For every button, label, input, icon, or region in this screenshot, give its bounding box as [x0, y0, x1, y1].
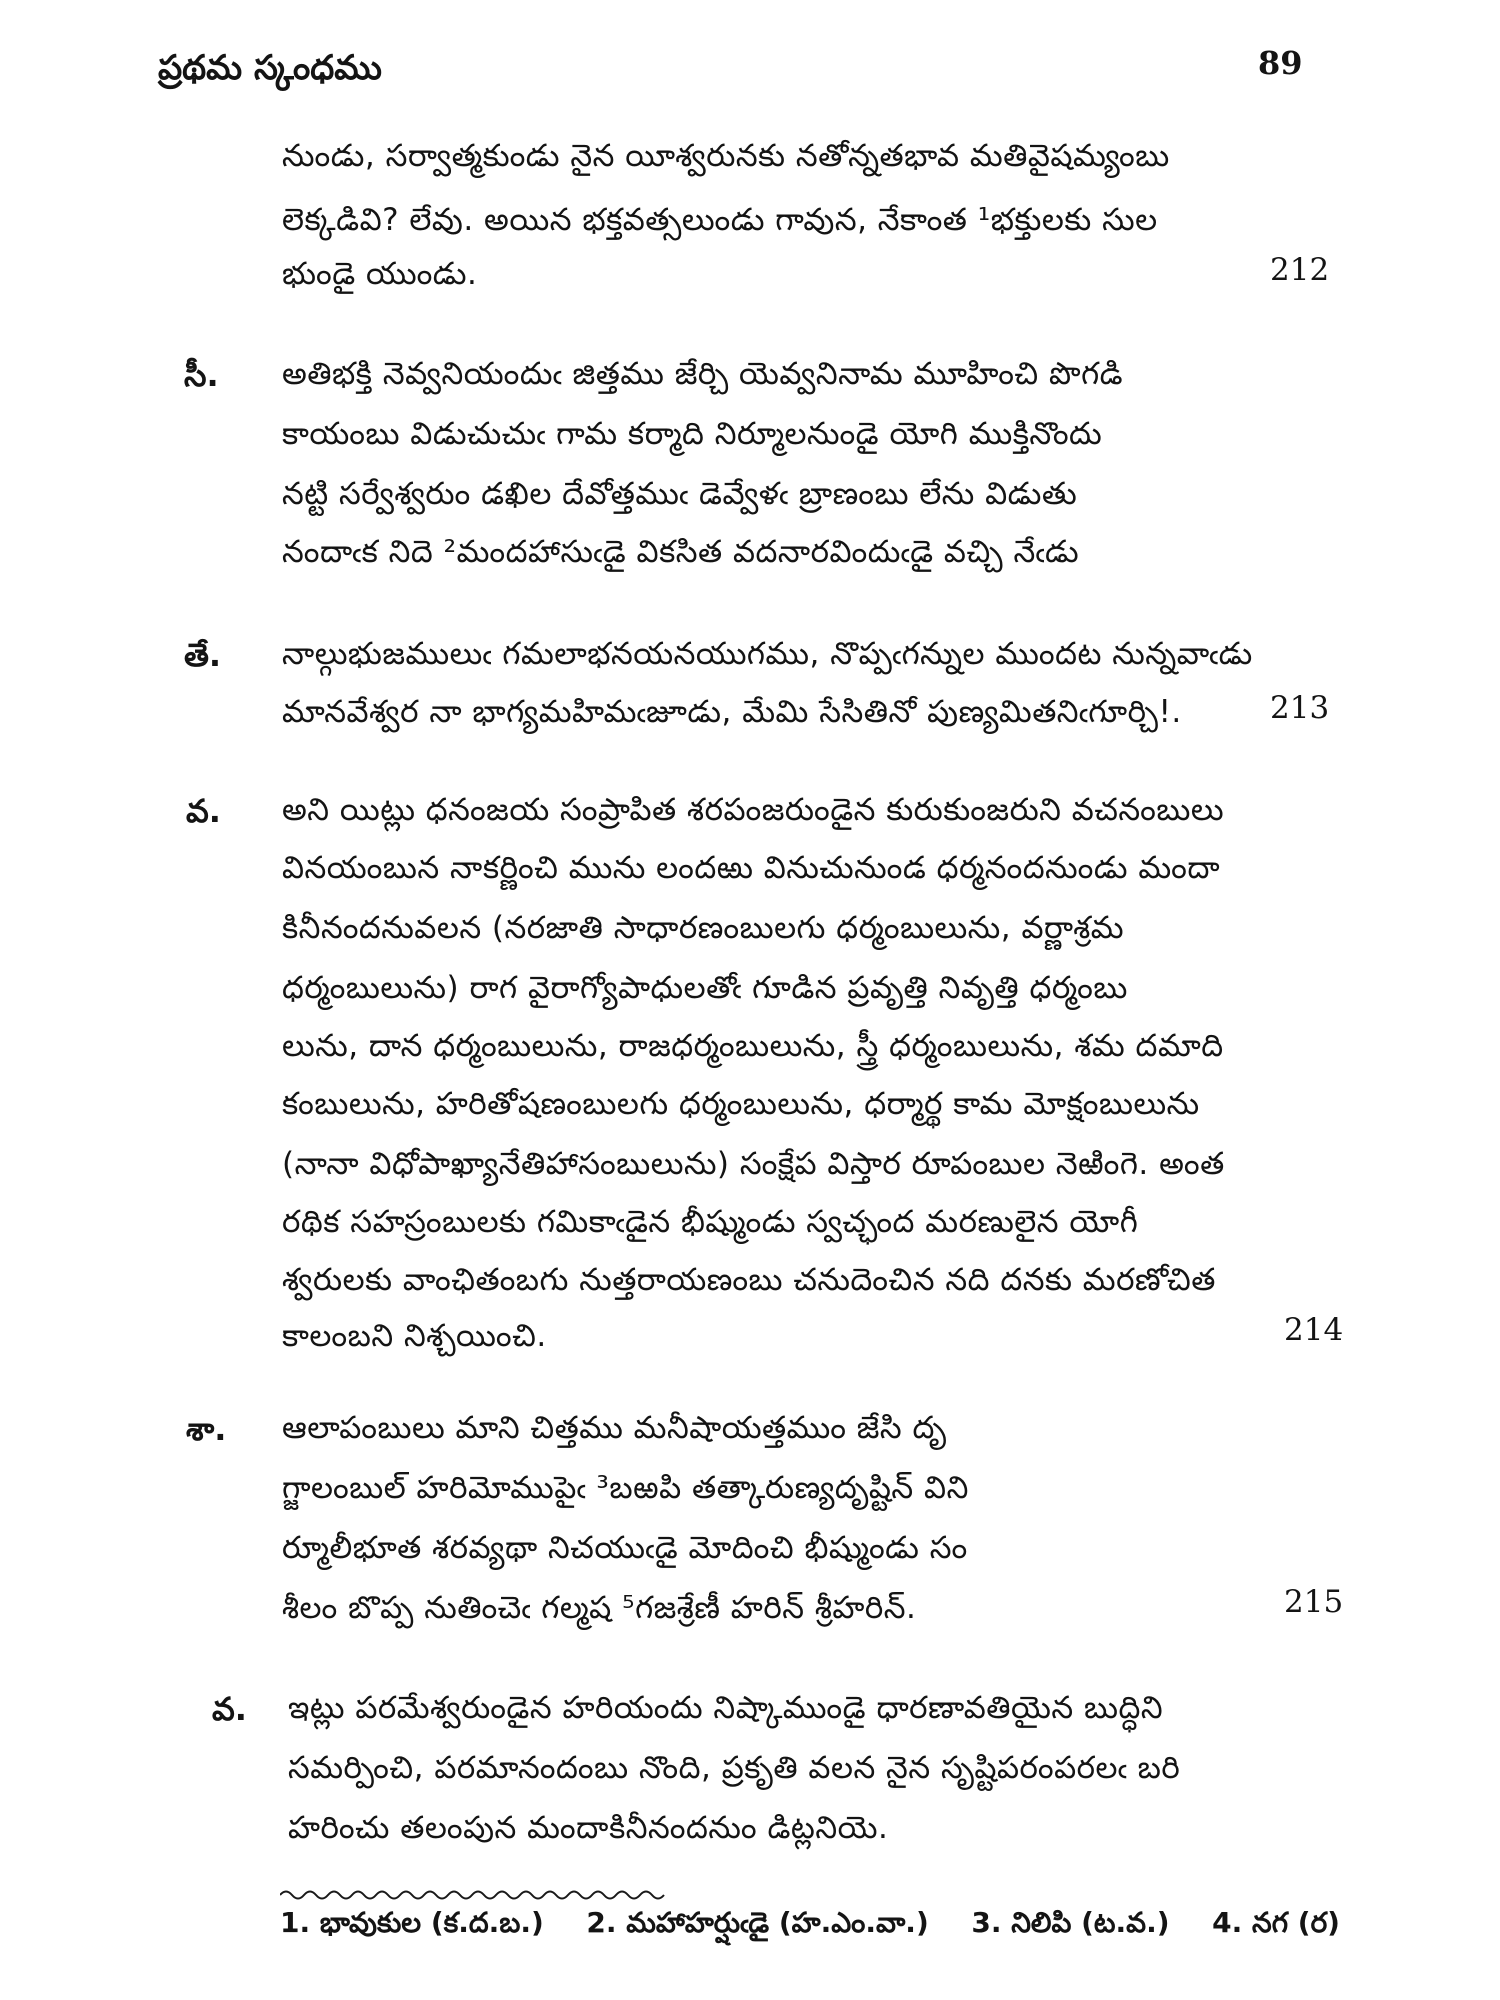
text-line: నాల్గుభుజములుఁ గమలాభనయనయుగము, నొప్పఁగన్నుల ముందట నున్నవాఁడు: [282, 636, 1253, 672]
text-line: అని యిట్లు ధనంజయ సంప్రాపిత శరపంజరుండైన కురుకుంజరుని వచనంబులు: [282, 792, 1225, 828]
text-line: అతిభక్తి నెవ్వనియందుఁ జిత్తము జేర్చి యెవ్వనినామ మూహించి పొగడి: [282, 356, 1124, 392]
running-header-title: ప్రథమ స్కంధము: [158, 48, 382, 88]
text-line: రథిక సహస్రంబులకు గమికాఁడైన భీష్ముండు స్వచ్ఛంద మరణులైన యోగీ: [282, 1204, 1139, 1240]
text-line: సమర్పించి, పరమానందంబు నొంది, ప్రకృతి వలన నైన సృష్టిపరంపరలఁ బరి: [288, 1750, 1181, 1786]
text-line: గ్జాలంబుల్ హరిమోముపైఁ ³బఱపి తత్కారుణ్యదృష్టిన్ విని: [282, 1470, 969, 1506]
text-line: నందాఁక నిదె ²మందహాసుఁడై వికసిత వదనారవిందుఁడై వచ్చి నేఁడు: [282, 534, 1080, 570]
verse-number: 213: [1270, 690, 1330, 726]
footnote: 4. నగ (ర): [1212, 1906, 1340, 1939]
text-line: శ్వరులకు వాంఛితంబగు నుత్తరాయణంబు చనుదెంచిన నది దనకు మరణోచిత: [282, 1262, 1216, 1298]
footnote: 3. నిలిపి (ట.వ.): [971, 1906, 1170, 1939]
text-line: (నానా విధోపాఖ్యానేతిహాసంబులును) సంక్షేప విస్తార రూపంబుల నెఱింగె. అంత: [282, 1146, 1225, 1182]
page-number: 89: [1258, 44, 1303, 82]
footnote: 2. మహాహర్షుఁడై (హ.ఎం.వా.): [586, 1906, 929, 1939]
text-line: నుండు, సర్వాత్మకుండు నైన యీశ్వరునకు నతోన్నతభావ మతివైషమ్యంబు: [282, 138, 1170, 174]
text-line: భుండై యుండు.: [282, 256, 478, 292]
text-line: మానవేశ్వర నా భాగ్యమహిమఁజూడు, మేమి సేసితినో పుణ్యమితనిఁగూర్చి!.: [282, 694, 1182, 730]
text-line: కినీనందనువలన (నరజాతి సాధారణంబులగు ధర్మంబులును, వర్ణాశ్రమ: [282, 910, 1125, 946]
verse-number: 214: [1284, 1312, 1344, 1348]
meter-label: వ.: [212, 1690, 247, 1728]
text-line: హరించు తలంపున మందాకినీనందనుం డిట్లనియె.: [288, 1810, 889, 1846]
text-line: ఆలాపంబులు మాని చిత్తము మనీషాయత్తముం జేసి దృ: [282, 1410, 947, 1446]
meter-label: తే.: [184, 636, 222, 674]
text-line: శీలం బొప్ప నుతించెఁ గల్మష ⁵గజశ్రేణీ హరిన్ శ్రీహరిన్.: [282, 1590, 917, 1626]
text-line: కంబులును, హరితోషణంబులగు ధర్మంబులును, ధర్మార్థ కామ మోక్షంబులును: [282, 1086, 1200, 1122]
footnotes: [280, 1906, 1340, 1946]
meter-label: వ.: [186, 792, 221, 830]
footnote: 1. భావుకుల (క.ద.బ.): [280, 1906, 544, 1939]
meter-label: సీ.: [184, 356, 219, 394]
text-line: నట్టి సర్వేశ్వరుం డఖిల దేవోత్తముఁ డెవ్వేళఁ బ్రాణంబు లేను విడుతు: [282, 476, 1078, 512]
footnote-separator: [280, 1888, 666, 1902]
text-line: ధర్మంబులును) రాగ వైరాగ్యోపాధులతోఁ గూడిన ప్రవృత్తి నివృత్తి ధర్మంబు: [282, 970, 1128, 1006]
verse-number: 215: [1284, 1584, 1344, 1620]
text-line: ర్మూలీభూత శరవ్యథా నిచయుఁడై మోదించి భీష్ముండు సం: [282, 1530, 968, 1566]
meter-label: శా.: [186, 1410, 227, 1448]
verse-number: 212: [1270, 252, 1330, 288]
text-line: ఇట్లు పరమేశ్వరుండైన హరియందు నిష్కాముండై ధారణావతియైన బుద్ధిని: [288, 1690, 1164, 1726]
text-line: లెక్కడివి? లేవు. అయిన భక్తవత్సలుండు గావున, నేకాంత ¹భక్తులకు సుల: [282, 202, 1158, 238]
text-line: వినయంబున నాకర్ణించి మును లందఱు వినుచునుండ ధర్మనందనుండు మందా: [282, 850, 1221, 886]
text-line: కాయంబు విడుచుచుఁ గామ కర్మాది నిర్మూలనుండై యోగి ముక్తినొందు: [282, 416, 1103, 452]
text-line: లును, దాన ధర్మంబులును, రాజధర్మంబులును, స్త్రీ ధర్మంబులును, శమ దమాది: [282, 1028, 1224, 1064]
text-line: కాలంబని నిశ్చయించి.: [282, 1318, 547, 1354]
